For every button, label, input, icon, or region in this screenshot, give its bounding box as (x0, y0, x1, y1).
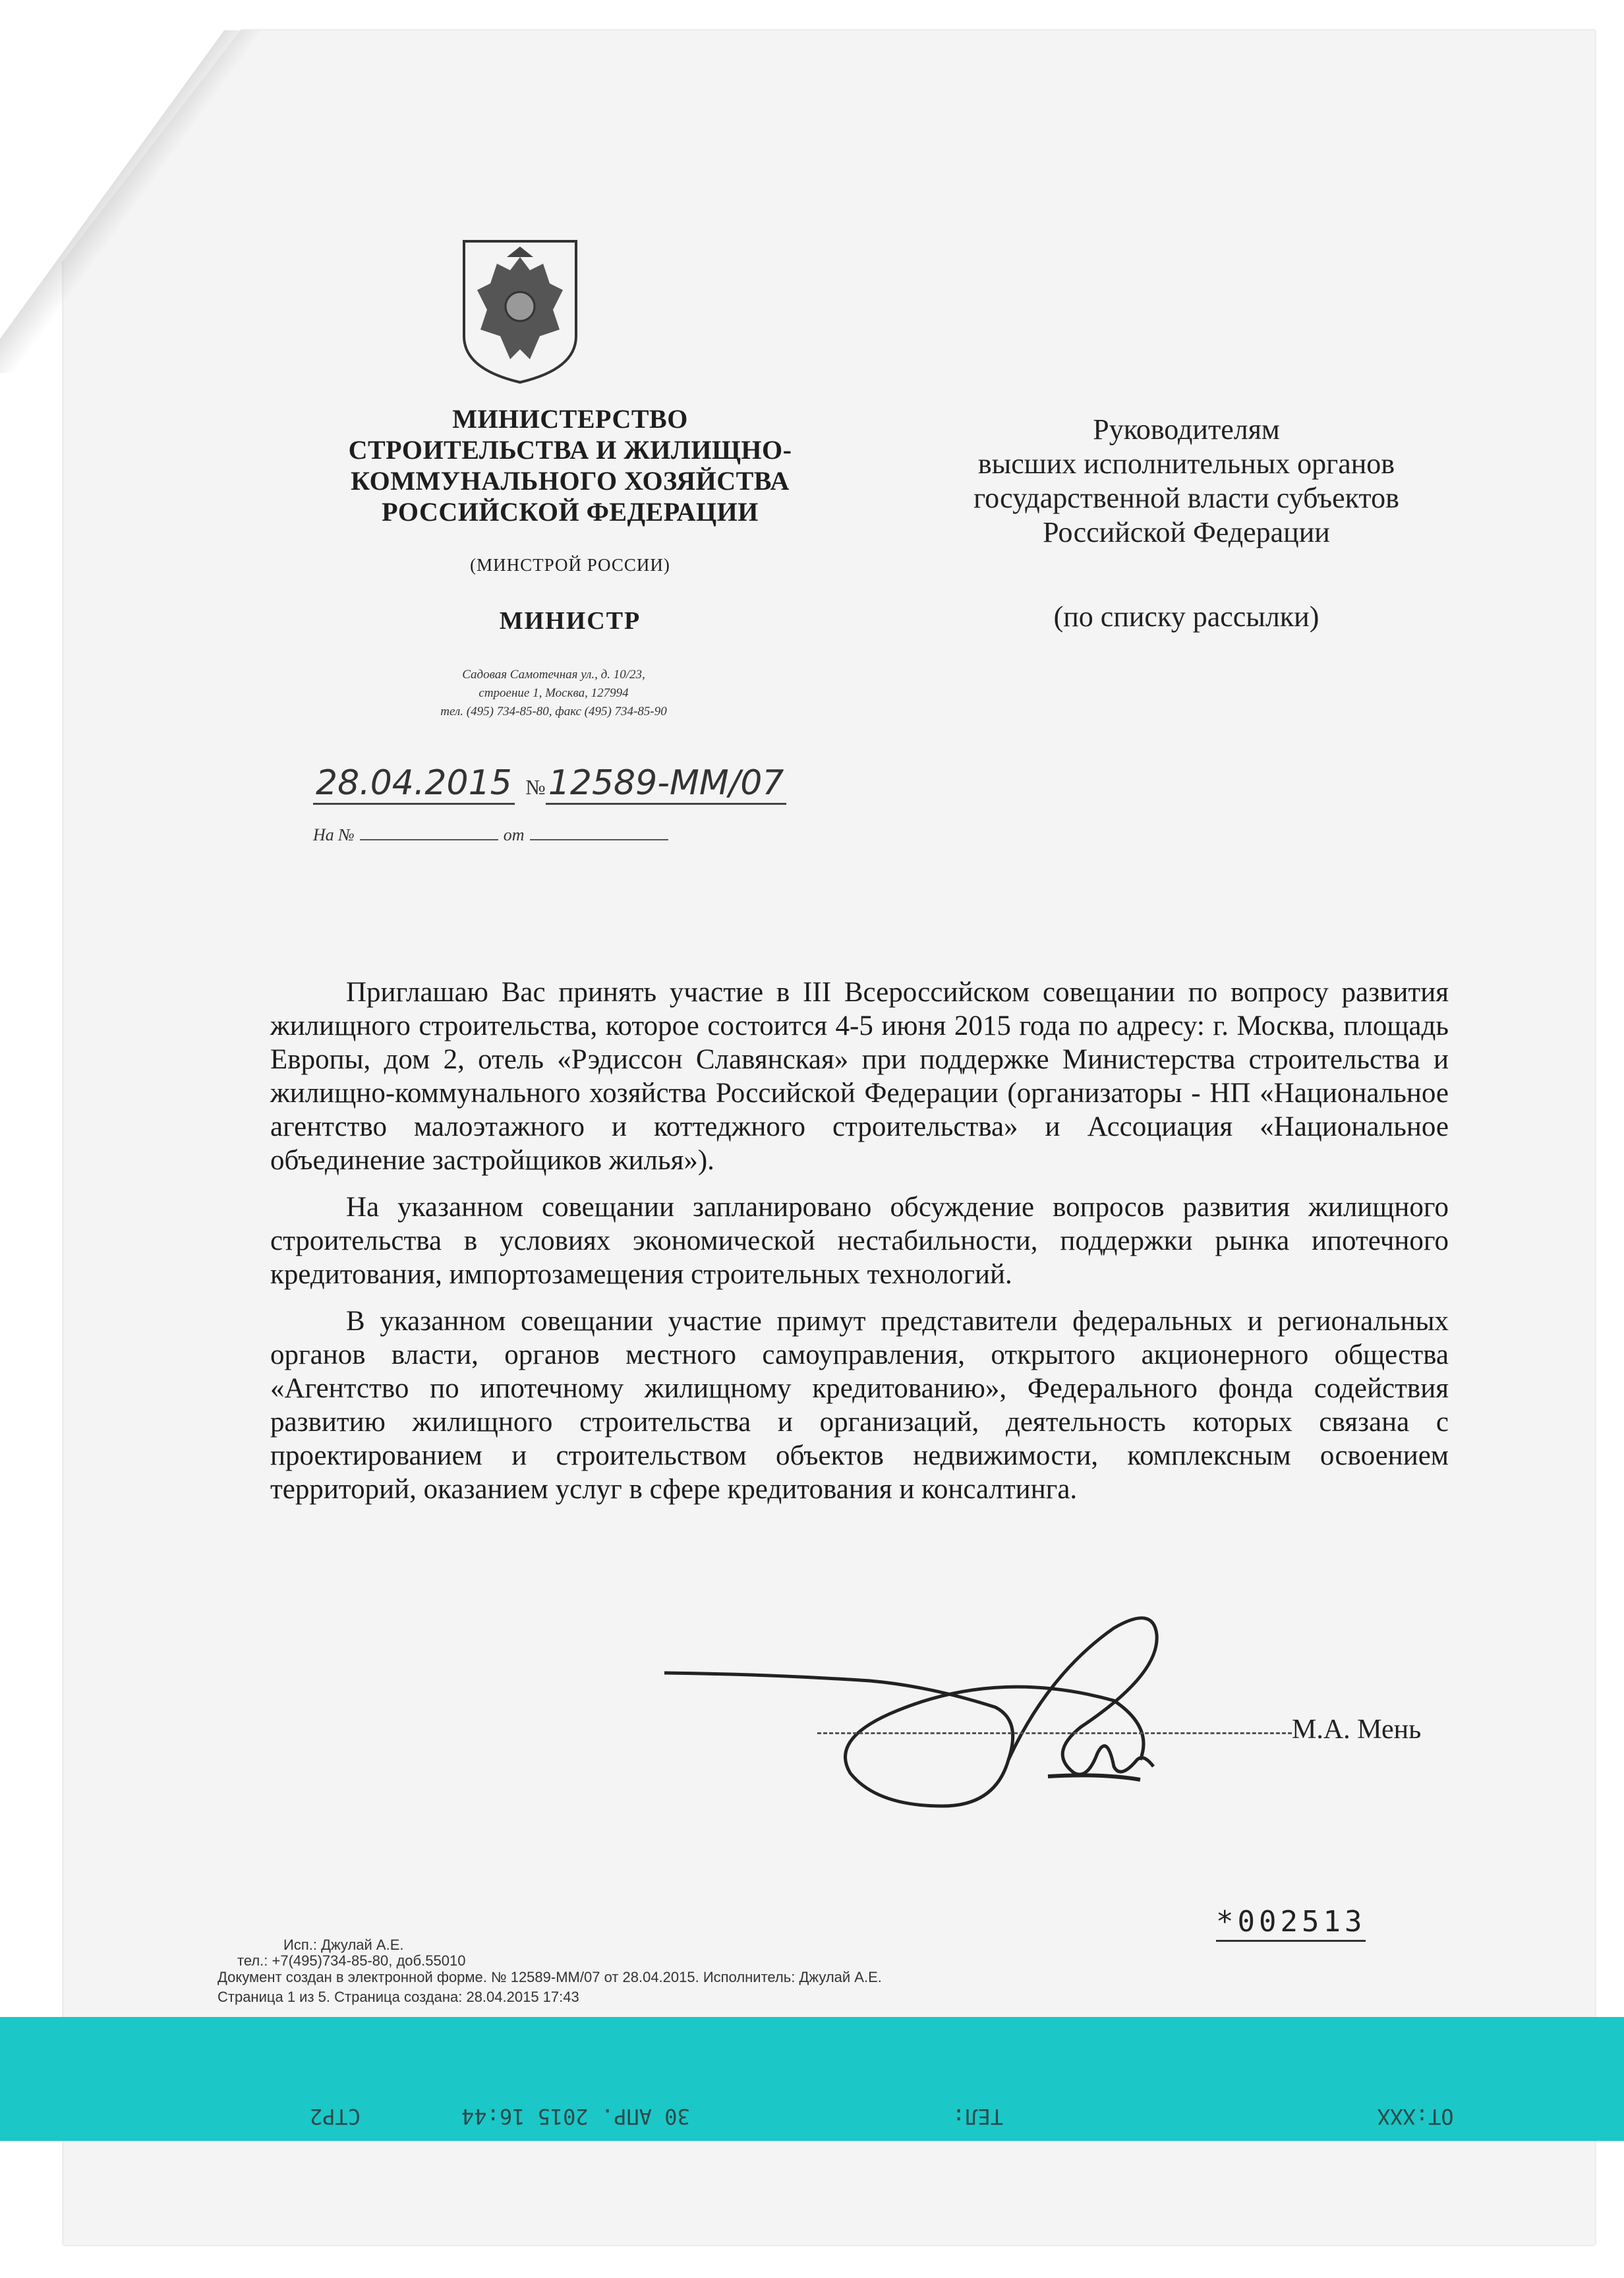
fax-datetime: 30 АПР. 2015 16:44 (461, 2104, 690, 2129)
ref-prefix: На № (313, 825, 355, 844)
ministry-name-line: РОССИЙСКОЙ ФЕДЕРАЦИИ (382, 497, 759, 527)
letter-body (270, 976, 1449, 1519)
registration-date: 28.04.2015 (313, 763, 515, 805)
number-prefix: № (525, 775, 546, 799)
executor-phone: тел.: +7(495)734-85-80, доб.55010 (237, 1952, 466, 1969)
ministry-name-line: СТРОИТЕЛЬСТВА И ЖИЛИЩНО- (348, 435, 792, 465)
page-info: Страница 1 из 5. Страница создана: 28.04.2015 17:43 (218, 1989, 579, 2005)
body-paragraph: В указанном совещании участие примут представители федеральных и региональных органов власти, органов местного самоуправления, открытого акционерного общества «Агентство по ипотечному жилищному кредитованию», Федерального фонда содействия развитию жилищного строительства и организаций, деятельность которых связана с проектированием и строительством объектов недвижимости, комплексным освоением территорий, оказанием услуг в сфере кредитования и консалтинга. (270, 1306, 1449, 1505)
recipient-note: (по списку рассылки) (1053, 600, 1320, 633)
ministry-name-line: КОММУНАЛЬНОГО ХОЗЯЙСТВА (351, 466, 790, 496)
body-paragraph: Приглашаю Вас принять участие в III Всероссийском совещании по вопросу развития жилищного строительства, которое состоится 4-5 июня 2015 года по адресу: г. Москва, площадь Европы, дом 2, отель «Рэдиссон Славянская» при поддержке Министерства строительства и жилищно-коммунального хозяйства Российской Федерации (организаторы - НП «Национальное агентство малоэтажного и коттеджного строительства» и Ассоциация «Национальное объединение застройщиков жилья»). (270, 977, 1449, 1176)
fax-tel: ТЕЛ: (952, 2104, 1004, 2129)
address-line: тел. (495) 734-85-80, факс (495) 734-85-90 (440, 705, 667, 718)
recipient-line: высших исполнительных органов (977, 448, 1395, 480)
signer-name: М.А. Мень (1292, 1714, 1422, 1745)
ref-from: от (503, 825, 525, 844)
ministry-name-line: МИНИСТЕРСТВО (452, 404, 688, 434)
fax-page: СТР2 (310, 2104, 361, 2129)
recipient-line: Руководителям (1093, 413, 1280, 446)
signatory-title: МИНИСТР (499, 607, 641, 635)
electronic-doc-info: Документ создан в электронной форме. № 12589-ММ/07 от 28.04.2015. Исполнитель: Джулай А.Е. (218, 1969, 882, 1985)
reference-line (313, 825, 674, 845)
executor-info: Исп.: Джулай А.Е. (283, 1937, 404, 1953)
body-paragraph: На указанном совещании запланировано обсуждение вопросов развития жилищного строительства в условиях экономической нестабильности, поддержки рынка ипотечного кредитования, импортозамещения строительных технологий. (270, 1192, 1449, 1290)
ministry-abbreviation: (МИНСТРОЙ РОССИИ) (470, 555, 670, 575)
registration-stamp: *002513 (1216, 1905, 1366, 1942)
signature-line (817, 1732, 1292, 1734)
recipient-line: Российской Федерации (1043, 516, 1330, 548)
fax-from: ОТ:XXX (1378, 2104, 1454, 2129)
ref-number-blank (360, 839, 498, 840)
registration-number: 12589-ММ/07 (546, 763, 787, 805)
handwritten-signature (652, 1608, 1219, 1839)
ref-date-blank (530, 839, 668, 840)
address-line: Садовая Самотечная ул., д. 10/23, (462, 668, 645, 682)
russian-coat-of-arms-icon (457, 237, 583, 386)
address-line: строение 1, Москва, 127994 (478, 686, 629, 700)
registration-line (313, 763, 786, 805)
recipient-line: государственной власти субъектов (973, 482, 1399, 514)
